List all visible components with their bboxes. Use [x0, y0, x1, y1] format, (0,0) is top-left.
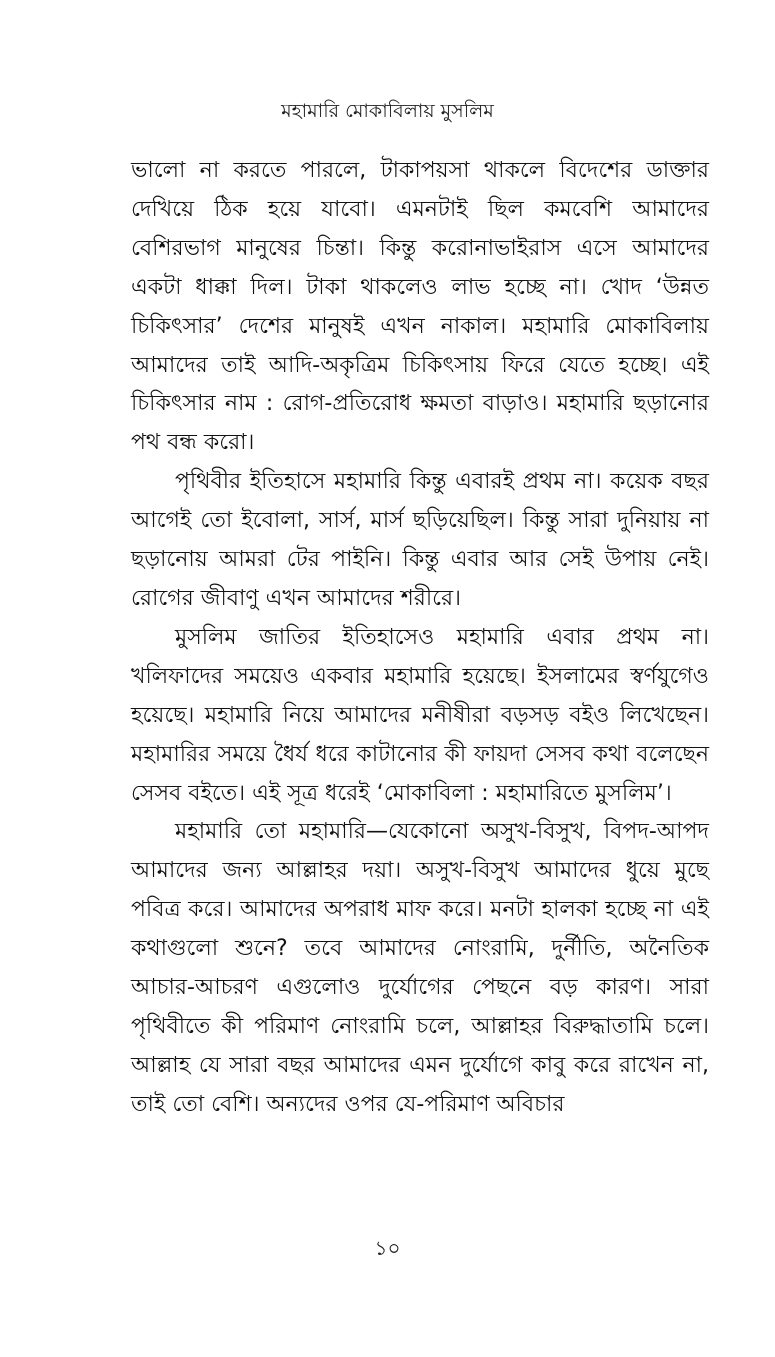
running-header-title: মহামারি মোকাবিলায় মুসলিম [281, 100, 494, 122]
paragraph-3: মুসলিম জাতির ইতিহাসেও মহামারি এবার প্রথম না। খলিফাদের সময়েও একবার মহামারি হয়েছে। ইসলামের স্বর্ণযুগেও হয়েছে। মহামারি নিয়ে আমাদের মনীষীরা বড়সড় বইও লিখেছেন। মহামারির সময়ে ধৈর্য ধরে কাটানোর কী ফায়দা সেসব কথা বলেছেন সেসব বইতে। এই সূত্র ধরেই ‘মোকাবিলা : মহামারিতে মুসলিম’। [131, 624, 709, 806]
paragraph-4: মহামারি তো মহামারি—যেকোনো অসুখ-বিসুখ, বিপদ-আপদ আমাদের জন্য আল্লাহর দয়া। অসুখ-বিসুখ আমাদের ধুয়ে মুছে পবিত্র করে। আমাদের অপরাধ মাফ করে। মনটা হালকা হচ্ছে না এই কথাগুলো শুনে? তবে আমাদের নোংরামি, দুর্নীতি, অনৈতিক আচার-আচরণ এগুলোও দুর্যোগের পেছনে বড় কারণ। সারা পৃথিবীতে কী পরিমাণ নোংরামি চলে, আল্লাহর বিরুদ্ধাতামি চলে। আল্লাহ যে সারা বছর আমাদের এমন দুর্যোগে কাবু করে রাখেন না, তাই তো বেশি। অন্যদের ওপর যে-পরিমাণ অবিচার [131, 819, 709, 1117]
paragraph-2: পৃথিবীর ইতিহাসে মহামারি কিন্তু এবারই প্রথম না। কয়েক বছর আগেই তো ইবোলা, সার্স, মার্স ছড়িয়েছিল। কিন্তু সারা দুনিয়ায় না ছড়ানোয় আমরা টের পাইনি। কিন্তু এবার আর সেই উপায় নেই। রোগের জীবাণু এখন আমাদের শরীরে। [131, 469, 709, 611]
page-number: ১০ [374, 1236, 401, 1260]
paragraph-1: ভালো না করতে পারলে, টাকাপয়সা থাকলে বিদেশের ডাক্তার দেখিয়ে ঠিক হয়ে যাবো। এমনটাই ছিল কমবেশি আমাদের বেশিরভাগ মানুষের চিন্তা। কিন্তু করোনাভাইরাস এসে আমাদের একটা ধাক্কা দিল। টাকা থাকলেও লাভ হচ্ছে না। খোদ ‘উন্নত চিকিৎসার’ দেশের মানুষই এখন নাকাল। মহামারি মোকাবিলায় আমাদের তাই আদি-অকৃত্রিম চিকিৎসায় ফিরে যেতে হচ্ছে। এই চিকিৎসার নাম : রোগ-প্রতিরোধ ক্ষমতা বাড়াও। মহামারি ছড়ানোর পথ বন্ধ করো। [131, 158, 709, 456]
body-text [131, 152, 709, 1125]
